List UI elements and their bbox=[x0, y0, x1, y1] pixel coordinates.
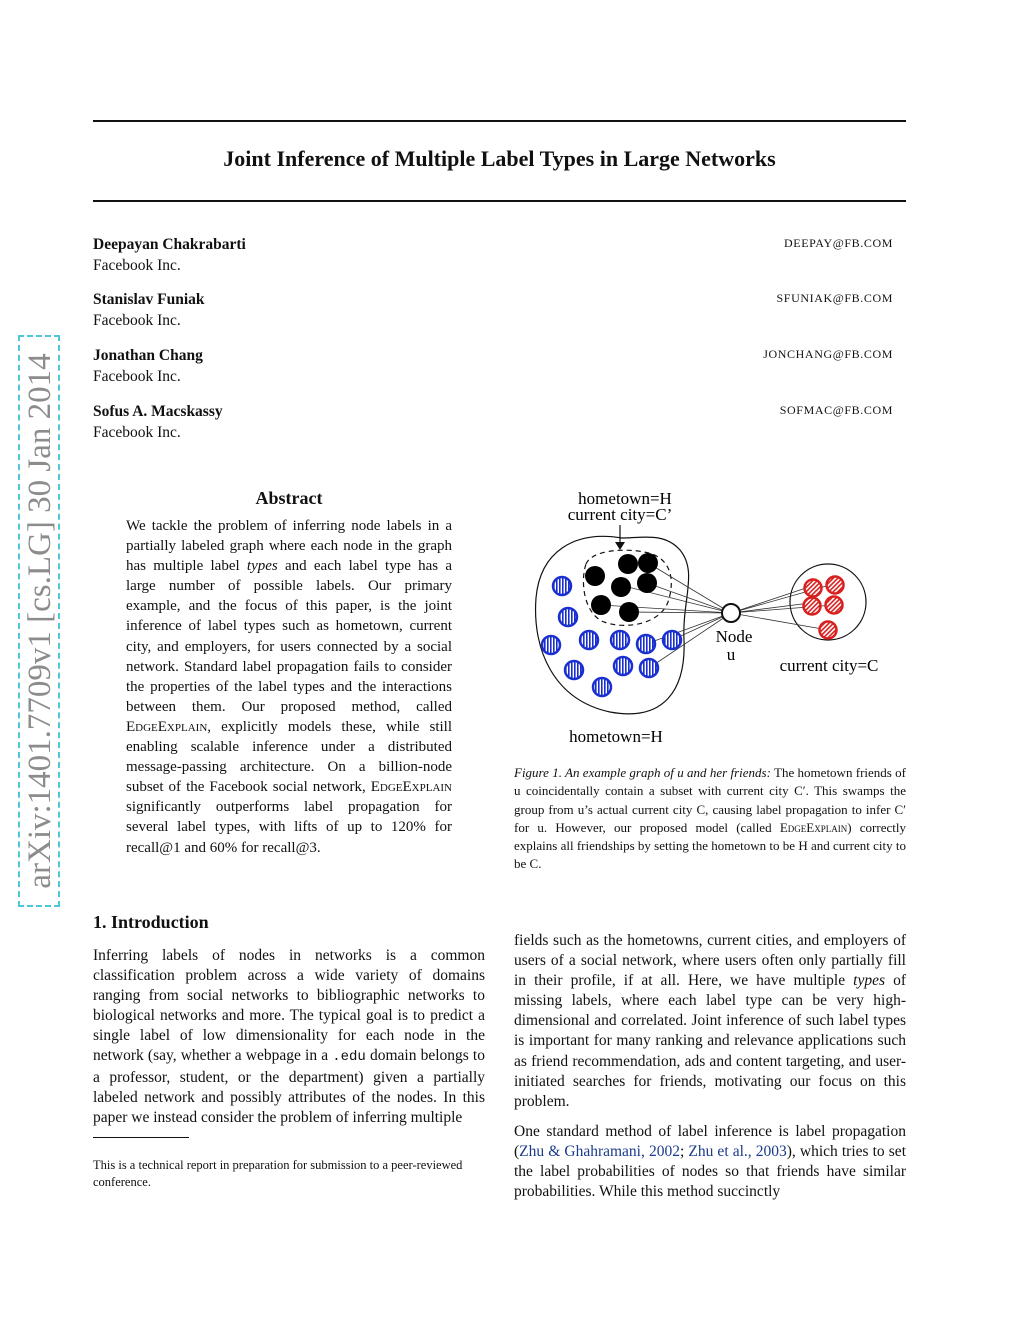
author-affiliation: Facebook Inc. bbox=[93, 312, 181, 329]
caption-lead: Figure 1. An example graph of u and her friends: bbox=[514, 765, 771, 780]
author-block bbox=[93, 347, 893, 386]
footnote-rule bbox=[93, 1137, 189, 1138]
method-name: EdgeExplain bbox=[126, 718, 208, 735]
author-affiliation: Facebook Inc. bbox=[93, 368, 181, 385]
red-node bbox=[820, 622, 837, 639]
method-name: EdgeExplain bbox=[779, 819, 848, 835]
abstract-text: We tackle the problem of inferring node labels in a partially labeled graph where each node in the graph has multiple label bbox=[126, 518, 452, 575]
red-node bbox=[826, 597, 843, 614]
black-node bbox=[591, 595, 611, 615]
body-text: One standard method of label inference is label propagation ( bbox=[514, 1122, 906, 1160]
section-heading: 1. Introduction bbox=[93, 912, 209, 932]
blue-node bbox=[559, 608, 577, 626]
title-bottom-rule bbox=[93, 200, 906, 202]
abstract-body bbox=[126, 516, 452, 858]
black-node bbox=[638, 553, 658, 573]
blue-node bbox=[611, 631, 629, 649]
author-affiliation: Facebook Inc. bbox=[93, 424, 181, 441]
blue-node bbox=[637, 635, 655, 653]
citation-link[interactable]: Zhu & Ghahramani, 2002 bbox=[519, 1142, 680, 1160]
node-u-label-variable: u bbox=[726, 645, 736, 664]
paragraph bbox=[514, 931, 906, 1112]
blue-node bbox=[542, 636, 560, 654]
blue-node bbox=[565, 661, 583, 679]
arxiv-stamp[interactable]: arXiv:1401.7709v1 [cs.LG] 30 Jan 2014 bbox=[18, 335, 60, 907]
author-name: Sofus A. Macskassy bbox=[93, 403, 223, 420]
figure-label-hometown-top: hometown=H bbox=[578, 489, 672, 508]
abstract-text: significantly outperforms label propagation for several label types, with lifts of up to 120% for recall@1 and 60% for recall@3. bbox=[126, 799, 452, 856]
caption-text: ) correctly explains all friendships by setting the hometown to be H and current city to be C. bbox=[514, 819, 906, 872]
body-text: fields such as the hometowns, current cities, and employers of users of a social network, where users often only partially fill in their profile, if at all. Here, we have multiple bbox=[514, 932, 906, 990]
blue-node bbox=[663, 631, 681, 649]
caption-text: The hometown friends of u coincidentally contain a subset with current city C′. This swamps the group from u’s actual current city C, causing label propagation to infer C′ for u. However, our proposed model (called bbox=[514, 765, 906, 835]
pointer-arrowhead bbox=[615, 542, 625, 550]
figure-caption bbox=[514, 764, 906, 874]
author-email[interactable]: SFUNIAK@FB.COM bbox=[776, 291, 893, 305]
red-node bbox=[827, 577, 844, 594]
body-text: ; bbox=[679, 1142, 689, 1160]
citation-link[interactable]: Zhu et al., 2003 bbox=[688, 1142, 787, 1160]
top-rule bbox=[93, 120, 906, 122]
currentcity-c-nodes bbox=[804, 577, 844, 639]
author-name: Stanislav Funiak bbox=[93, 291, 205, 308]
currentcity-cprime-nodes bbox=[585, 553, 658, 622]
black-node bbox=[637, 573, 657, 593]
figure-label-currentcity-top: current city=C’ bbox=[567, 505, 673, 524]
black-node bbox=[618, 554, 638, 574]
body-text: of missing labels, where each label type can be very high-dimensional and correlated. Joint inference of such label types is important for many ranking and relevance applications such as friend recommendation, ads and content targeting, and user-initiated searches for friends, motivating our focus on this problem. bbox=[514, 972, 906, 1110]
abstract-emphasis: types bbox=[246, 558, 278, 575]
abstract-text: and each label type has a large number of possible labels. Our primary example, and the focus of this paper, is the joint inference of label types such as hometown, current city, and employers, for users connected by a social network. Standard label propagation fails to consider the properties of the label types and the interactions between them. Our proposed method, called bbox=[126, 558, 453, 715]
figure-graph bbox=[514, 480, 906, 750]
abstract-text: , explicitly models these, while still enabling scalable inference under a distributed message-passing architecture. On a billion-node subset of the Facebook social network, bbox=[126, 718, 452, 796]
figure-label-currentcity-right: current city=C bbox=[779, 656, 879, 675]
author-block bbox=[93, 291, 893, 330]
paper-title: Joint Inference of Multiple Label Types in Large Networks bbox=[223, 146, 776, 171]
blue-node bbox=[553, 577, 571, 595]
black-node bbox=[619, 602, 639, 622]
author-block bbox=[93, 403, 893, 442]
author-email[interactable]: SOFMAC@FB.COM bbox=[779, 403, 893, 417]
node-u-label: Node bbox=[715, 627, 753, 646]
blue-node bbox=[580, 631, 598, 649]
author-name: Deepayan Chakrabarti bbox=[93, 236, 246, 253]
red-node bbox=[804, 598, 821, 615]
body-text: ), which tries to set the label probabilities of nodes so that friends have similar probabilities. While this method succinctly bbox=[514, 1142, 906, 1201]
figure-label-hometown-bottom: hometown=H bbox=[569, 727, 663, 746]
abstract-heading: Abstract bbox=[255, 488, 323, 508]
intro-left-column bbox=[93, 946, 485, 1128]
author-name: Jonathan Chang bbox=[93, 347, 203, 364]
emphasis: types bbox=[853, 972, 886, 990]
author-affiliation: Facebook Inc. bbox=[93, 257, 181, 274]
blue-node bbox=[593, 678, 611, 696]
body-text: domain belongs to a professor, student, or the department) given a partially labeled network and possibly attributes of the nodes. In this paper we instead consider the problem of inferring multiple bbox=[93, 1047, 485, 1126]
author-email[interactable]: JONCHANG@FB.COM bbox=[763, 347, 893, 361]
code-text: .edu bbox=[332, 1049, 366, 1066]
method-name: EdgeExplain bbox=[370, 779, 452, 796]
intro-right-column bbox=[514, 931, 906, 1202]
node-u bbox=[722, 604, 740, 622]
paragraph bbox=[514, 1122, 906, 1202]
black-node bbox=[611, 577, 631, 597]
body-text: Inferring labels of nodes in networks is a common classification problem across a wide variety of domains ranging from social networks to bibliographic networks to biological networks and more. The typical goal is to predict a single label of low dimensionality for each node in the network (say, whether a webpage in a bbox=[93, 947, 485, 1065]
blue-node bbox=[614, 657, 632, 675]
blue-node bbox=[640, 659, 658, 677]
red-node bbox=[805, 580, 822, 597]
edge bbox=[731, 588, 806, 613]
black-node bbox=[585, 566, 605, 586]
author-block bbox=[93, 236, 893, 275]
footnote: This is a technical report in preparation for submission to a peer-reviewed conference. bbox=[93, 1158, 463, 1189]
author-email[interactable]: DEEPAY@FB.COM bbox=[784, 236, 893, 250]
